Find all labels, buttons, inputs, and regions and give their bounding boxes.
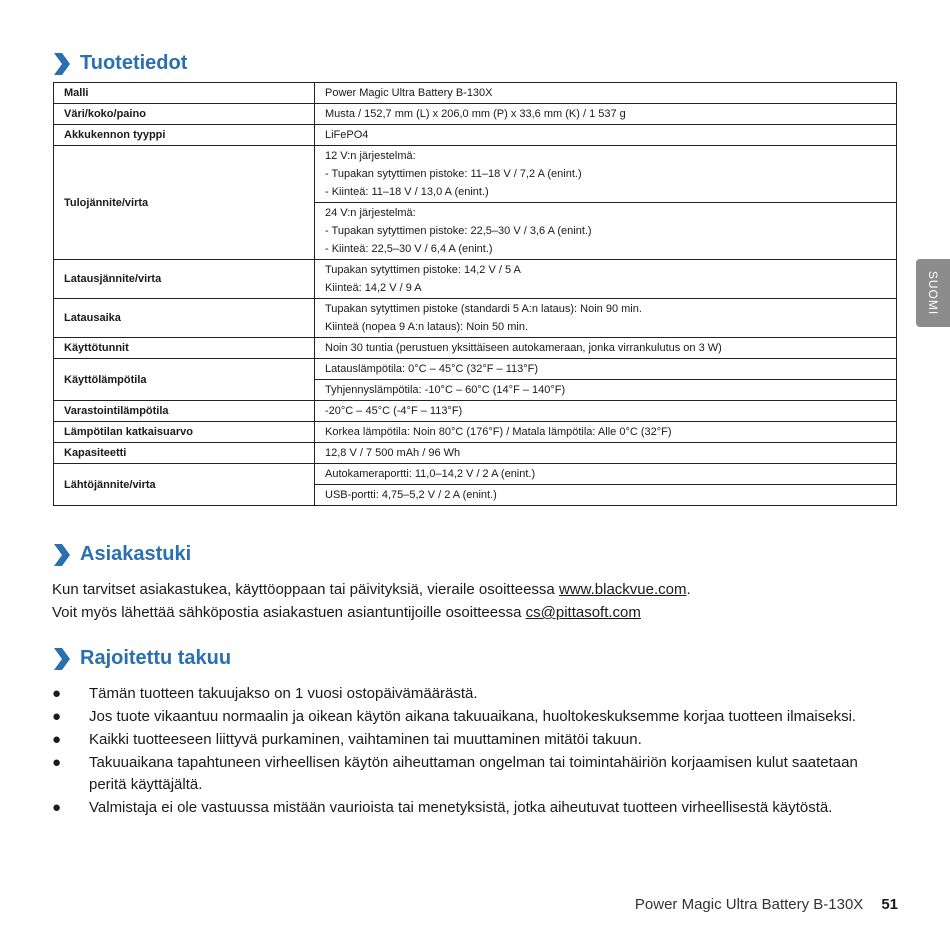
spec-value-line: - Kiinteä: 22,5–30 V / 6,4 A (enint.) — [325, 243, 493, 255]
support-text: Voit myös lähettää sähköpostia asiakastuen asiantuntijoille osoitteessa — [52, 604, 526, 621]
spec-value-line: Autokameraportti: 11,0–14,2 V / 2 A (enint.) — [325, 468, 536, 480]
spec-value-line: - Tupakan sytyttimen pistoke: 11–18 V / 7,2 A (enint.) — [325, 168, 582, 180]
spec-value — [315, 83, 897, 104]
bullet-icon: ● — [52, 731, 62, 748]
spec-label: Kapasiteetti — [54, 443, 315, 464]
warranty-item — [52, 797, 882, 819]
spec-value-line: Tupakan sytyttimen pistoke: 14,2 V / 5 A — [325, 264, 521, 276]
spec-value-line: Noin 30 tuntia (perustuen yksittäiseen autokameraan, jonka virrankulutus on 3 W) — [325, 342, 722, 354]
spec-row — [54, 422, 897, 443]
language-tab-label: SUOMI — [926, 270, 940, 316]
spec-value-line: Tupakan sytyttimen pistoke (standardi 5 A:n lataus): Noin 90 min. — [325, 303, 642, 315]
spec-value — [315, 380, 897, 401]
spec-value — [315, 260, 897, 299]
website-link[interactable]: www.blackvue.com — [558, 581, 687, 598]
chevron-right-icon — [52, 648, 72, 670]
spec-row — [54, 104, 897, 125]
spec-row — [54, 83, 897, 104]
warranty-item-text: Valmistaja ei ole vastuussa mistään vaurioista tai menetyksistä, jotka aiheutuvat tuotteen virheellisestä käytöstä. — [89, 799, 833, 816]
spec-row — [54, 146, 897, 203]
section-title-product-info: Tuotetiedot — [80, 52, 188, 74]
warranty-item-text: Jos tuote vikaantuu normaalin ja oikean käytön aikana takuuaikana, huoltokeskuksemme korjaa tuotteen ilmaiseksi. — [89, 708, 857, 725]
spec-value-line: 12,8 V / 7 500 mAh / 96 Wh — [325, 447, 461, 459]
chevron-right-icon — [52, 53, 72, 75]
spec-value — [315, 422, 897, 443]
spec-value — [315, 125, 897, 146]
bullet-icon: ● — [52, 708, 62, 725]
support-text: Kun tarvitset asiakastukea, käyttöoppaan tai päivityksiä, vieraile osoitteessa — [52, 581, 559, 598]
footer-product-name: Power Magic Ultra Battery B-130X — [634, 896, 864, 913]
page-footer — [635, 896, 898, 913]
language-tab — [916, 259, 950, 327]
spec-row — [54, 359, 897, 380]
spec-value-line: 24 V:n järjestelmä: — [325, 207, 416, 219]
page-number: 51 — [881, 896, 898, 913]
spec-value-line: LiFePO4 — [325, 129, 369, 141]
spec-row — [54, 260, 897, 299]
warranty-item-text: Tämän tuotteen takuujakso on 1 vuosi ostopäivämäärästä. — [89, 685, 478, 702]
spec-value-line: Kiinteä (nopea 9 A:n lataus): Noin 50 min. — [325, 321, 529, 333]
section-header-product-info — [52, 52, 187, 75]
spec-value — [315, 359, 897, 380]
spec-value — [315, 104, 897, 125]
bullet-icon: ● — [52, 685, 62, 702]
spec-value — [315, 146, 897, 203]
warranty-item — [52, 706, 882, 728]
support-line-email — [52, 602, 641, 624]
chevron-right-icon — [52, 544, 72, 566]
spec-value — [315, 443, 897, 464]
spec-value — [315, 464, 897, 485]
spec-label: Lähtöjännite/virta — [54, 464, 315, 506]
spec-label: Akkukennon tyyppi — [54, 125, 315, 146]
spec-row — [54, 125, 897, 146]
spec-label: Latausjännite/virta — [54, 260, 315, 299]
spec-value — [315, 401, 897, 422]
spec-row — [54, 299, 897, 338]
spec-value-line: -20°C – 45°C (-4°F – 113°F) — [325, 405, 463, 417]
warranty-item — [52, 729, 882, 751]
spec-value — [315, 299, 897, 338]
spec-label: Käyttötunnit — [54, 338, 315, 359]
spec-label: Malli — [54, 83, 315, 104]
bullet-icon: ● — [52, 799, 62, 816]
spec-value-line: Power Magic Ultra Battery B-130X — [325, 87, 493, 99]
product-spec-table — [53, 82, 897, 506]
email-link[interactable]: cs@pittasoft.com — [525, 604, 641, 621]
spec-label: Varastointilämpötila — [54, 401, 315, 422]
spec-value-line: Kiinteä: 14,2 V / 9 A — [325, 282, 422, 294]
spec-value — [315, 485, 897, 506]
section-title-warranty: Rajoitettu takuu — [80, 647, 232, 669]
spec-value-line: 12 V:n järjestelmä: — [325, 150, 416, 162]
section-header-support — [52, 543, 191, 566]
spec-value-line: Tyhjennyslämpötila: -10°C – 60°C (14°F – 140°F) — [325, 384, 566, 396]
spec-value-line: Musta / 152,7 mm (L) x 206,0 mm (P) x 33,6 mm (K) / 1 537 g — [325, 108, 626, 120]
spec-value-line: - Tupakan sytyttimen pistoke: 22,5–30 V / 3,6 A (enint.) — [325, 225, 592, 237]
bullet-icon: ● — [52, 754, 62, 771]
spec-row — [54, 401, 897, 422]
spec-label: Käyttölämpötila — [54, 359, 315, 401]
spec-row — [54, 443, 897, 464]
spec-row — [54, 338, 897, 359]
section-header-warranty — [52, 647, 231, 670]
support-text-end: . — [686, 581, 691, 598]
warranty-item-text: Kaikki tuotteeseen liittyvä purkaminen, vaihtaminen tai muuttaminen mitätöi takuun. — [89, 731, 642, 748]
spec-value-line: - Kiinteä: 11–18 V / 13,0 A (enint.) — [325, 186, 489, 198]
spec-value-line: Korkea lämpötila: Noin 80°C (176°F) / Matala lämpötila: Alle 0°C (32°F) — [325, 426, 672, 438]
spec-label: Väri/koko/paino — [54, 104, 315, 125]
spec-label: Tulojännite/virta — [54, 146, 315, 260]
spec-value-line: Latauslämpötila: 0°C – 45°C (32°F – 113°F) — [325, 363, 539, 375]
warranty-item — [52, 752, 882, 796]
spec-value-line: USB-portti: 4,75–5,2 V / 2 A (enint.) — [325, 489, 497, 501]
warranty-list — [52, 683, 882, 820]
spec-label: Lämpötilan katkaisuarvo — [54, 422, 315, 443]
section-title-support: Asiakastuki — [80, 543, 192, 565]
support-line-website — [52, 579, 691, 601]
spec-label: Latausaika — [54, 299, 315, 338]
warranty-item-text: Takuuaikana tapahtuneen virheellisen käytön aiheuttaman ongelman tai toimintahäiriön korjaamisen kulut saatetaan peritä käyttäjältä. — [89, 754, 858, 793]
spec-value — [315, 338, 897, 359]
spec-row — [54, 464, 897, 485]
spec-value — [315, 203, 897, 260]
warranty-item — [52, 683, 882, 705]
